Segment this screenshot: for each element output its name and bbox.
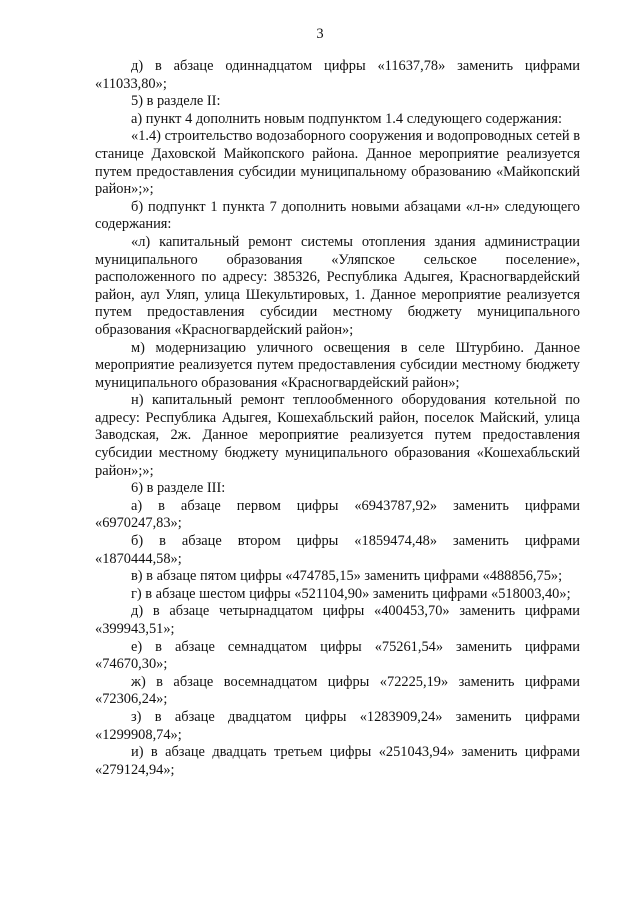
page-number: 3 [316, 26, 324, 42]
paragraph-item-a-first: а) в абзаце первом цифры «6943787,92» заменить цифрами «6970247,83»; [95, 497, 580, 532]
paragraph-item-n: н) капитальный ремонт теплообменного оборудования котельной по адресу: Республика Адыгея, Кошехабльский район, поселок Майский, улица Заводская, 2ж. Данное мероприятие реализуется путем предоставления субсидии местному бюджету муниципального образования «Кошехабльский район»;»; [95, 392, 580, 479]
paragraph-item-d-fourteenth: д) в абзаце четырнадцатом цифры «400453,70» заменить цифрами «399943,51»; [95, 603, 580, 637]
document-body [95, 58, 580, 779]
paragraph-item-v-fifth: в) в абзаце пятом цифры «474785,15» заменить цифрами «488856,75»; [131, 568, 563, 585]
paragraph-item-b-second: б) в абзаце втором цифры «1859474,48» заменить цифрами «1870444,58»; [95, 533, 580, 567]
paragraph-item-a-point-4: а) пункт 4 дополнить новым подпунктом 1.4 следующего содержания: [131, 110, 562, 127]
paragraph-subpoint-1-4: «1.4) строительство водозаборного сооружения и водопроводных сетей в станице Даховской Майкопского района. Данное мероприятие реализуется путем предоставления субсидии муниципальному образованию «Майкопский район»;»; [95, 128, 580, 198]
paragraph-item-e-seventeenth: е) в абзаце семнадцатом цифры «75261,54» заменить цифрами «74670,30»; [95, 638, 580, 673]
paragraph-item-m: м) модернизацию уличного освещения в селе Штурбино. Данное мероприятие реализуется путем предоставления субсидии местному бюджету муниципального образования «Красногвардейский район»; [95, 339, 580, 391]
paragraph-section-ii-heading: 5) в разделе II: [131, 93, 221, 110]
paragraph-item-zh-eighteenth: ж) в абзаце восемнадцатом цифры «72225,19» заменить цифрами «72306,24»; [95, 673, 580, 708]
paragraph-item-i-twenty-third: и) в абзаце двадцать третьем цифры «251043,94» заменить цифрами «279124,94»; [95, 744, 580, 778]
paragraph-item-l: «л) капитальный ремонт системы отопления здания администрации муниципального образования «Уляпское сельское поселение», расположенного по адресу: 385326, Республика Адыгея, Красногвардейский район, аул Уляп, улица Шекультировых, 1. Данное мероприятие реализуется путем предоставления субсидии местному бюджету муниципального образования «Красногвардейский район»; [95, 233, 580, 338]
paragraph-item-z-twentieth: з) в абзаце двадцатом цифры «1283909,24» заменить цифрами «1299908,74»; [95, 708, 580, 743]
paragraph-item-g-sixth: г) в абзаце шестом цифры «521104,90» заменить цифрами «518003,40»; [131, 585, 571, 602]
paragraph-item-b-point-7: б) подпункт 1 пункта 7 дополнить новыми абзацами «л-н» следующего содержания: [95, 198, 580, 233]
paragraph-section-iii-heading: 6) в разделе III: [131, 480, 226, 497]
paragraph-item-d-eleventh: д) в абзаце одиннадцатом цифры «11637,78» заменить цифрами «11033,80»; [95, 58, 580, 92]
